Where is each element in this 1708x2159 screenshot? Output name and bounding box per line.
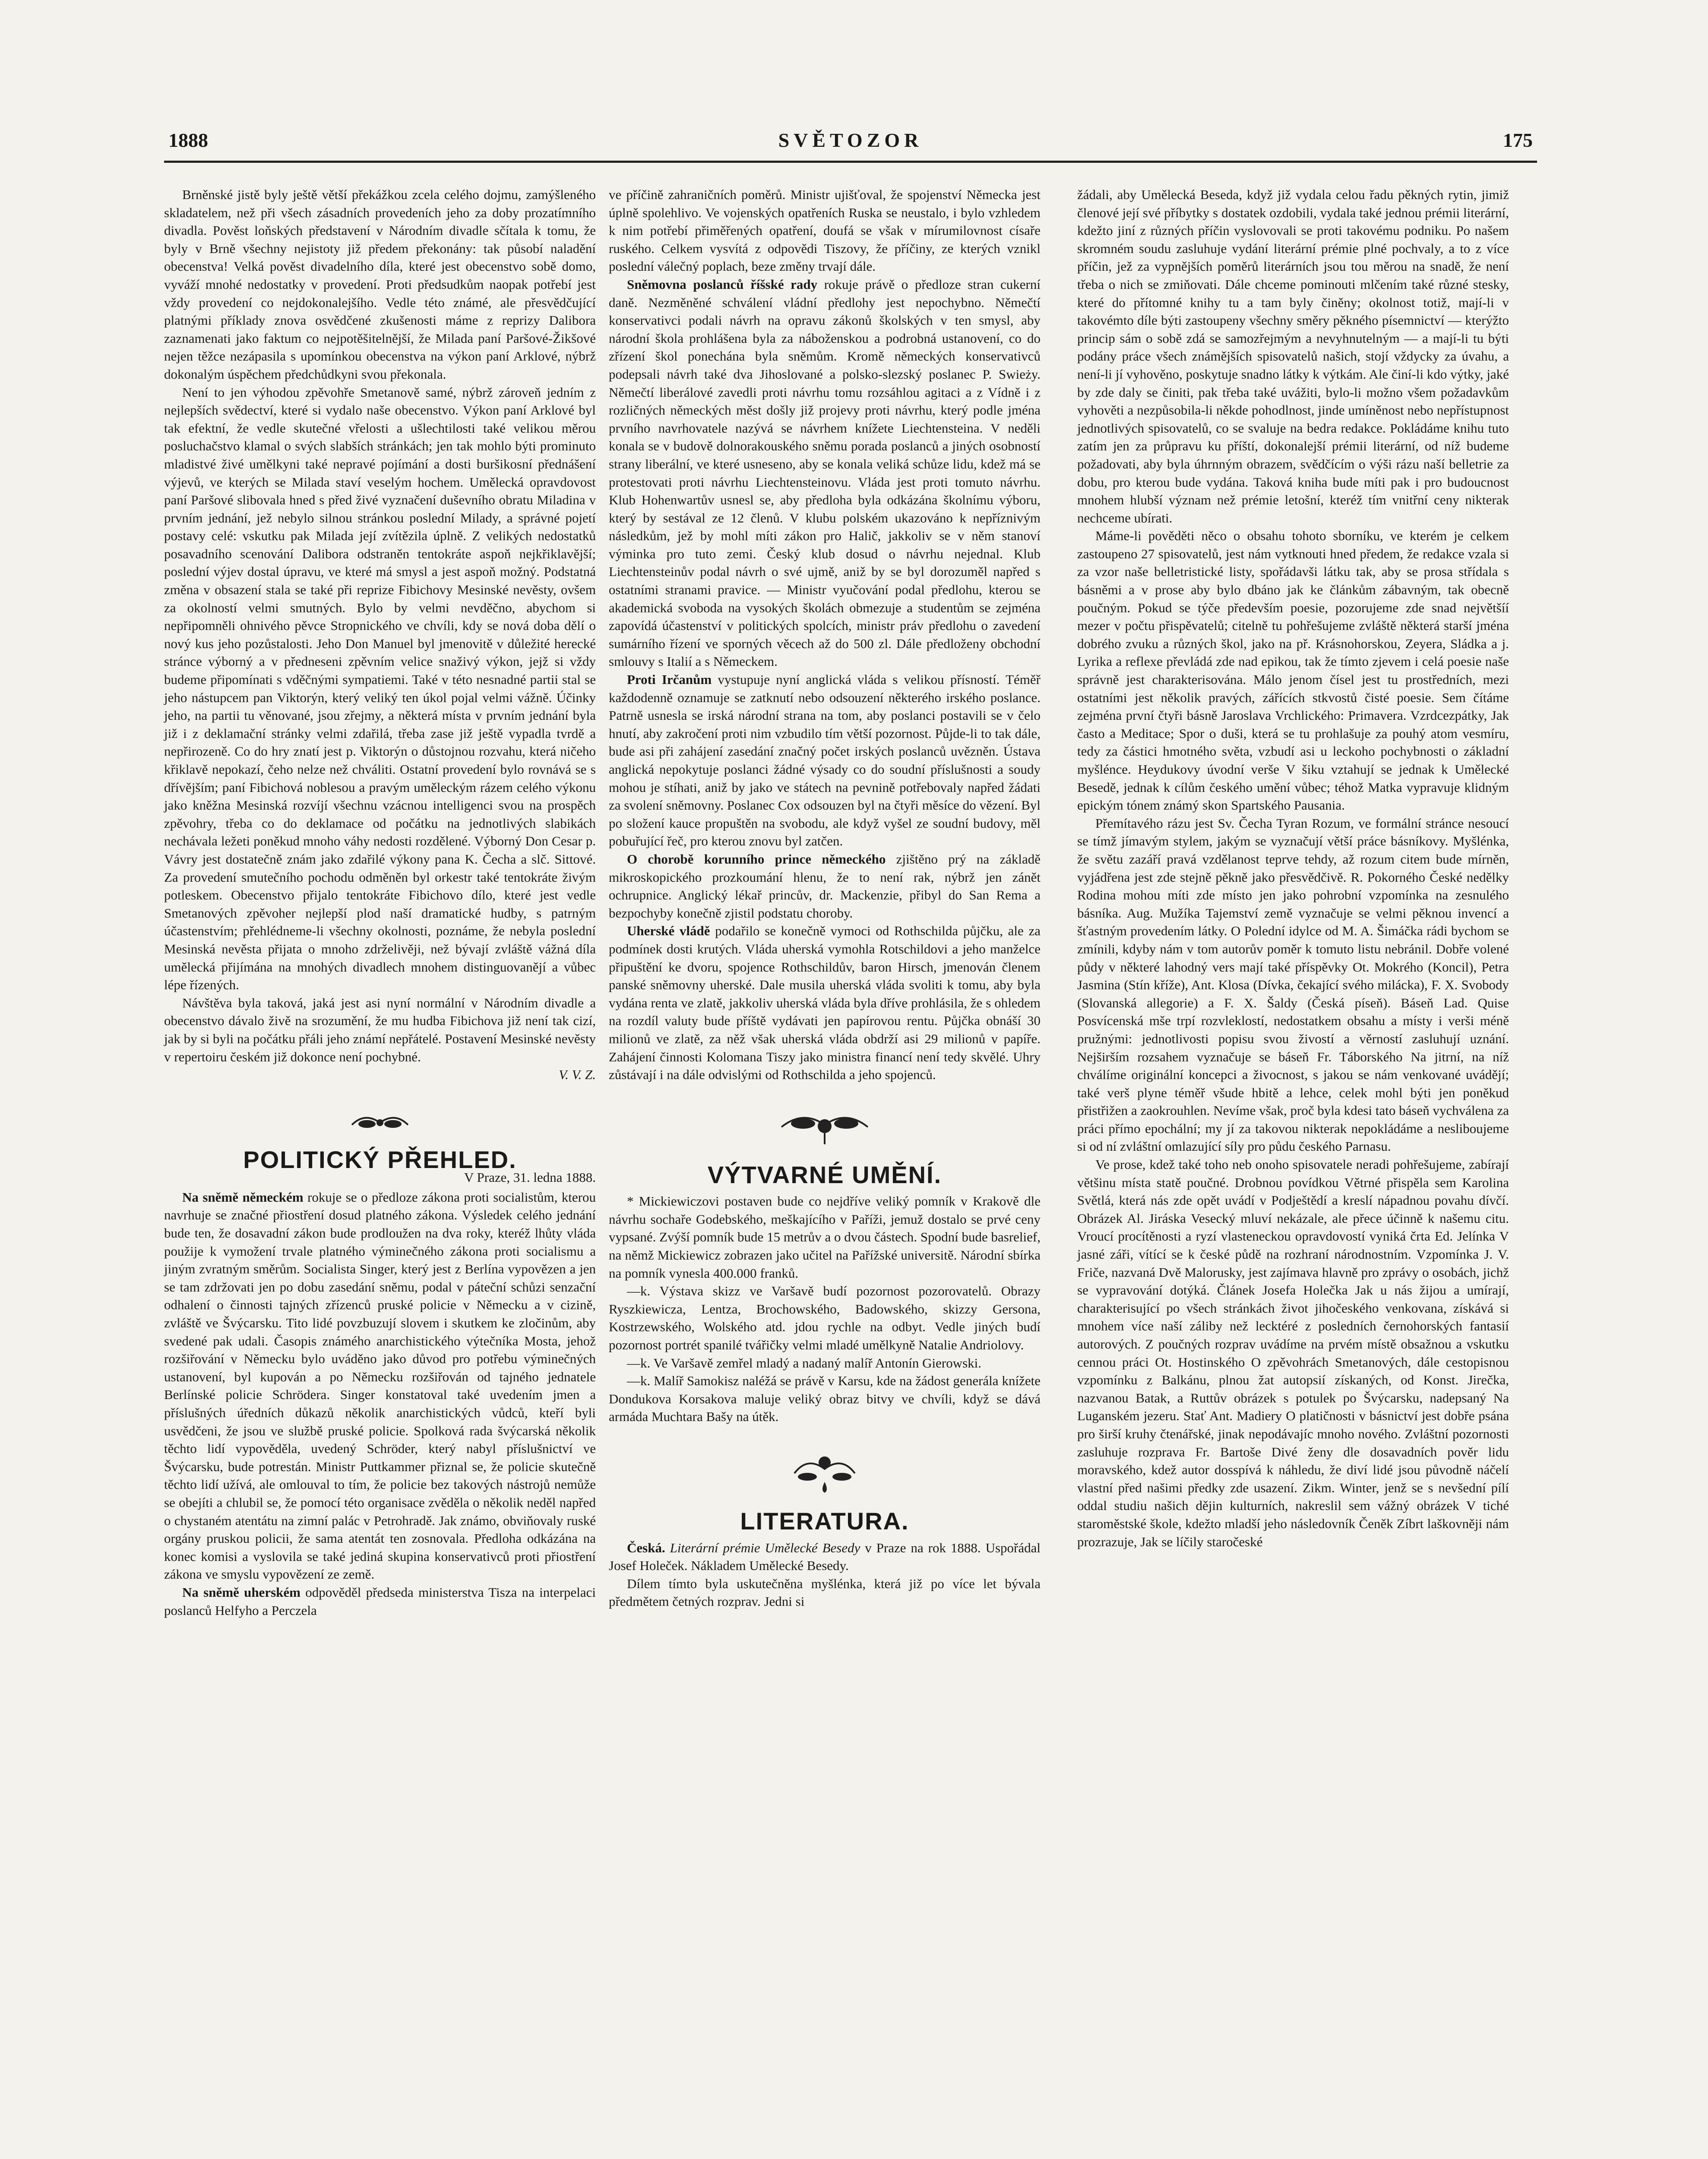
article-paragraph: ve příčině zahraničních poměrů. Ministr ujišťoval, že spojenství Německa jest úplně spolehlivo. Ve vojenských opatřeních Ruska se neustalo, i bylo vzhledem k nim potřebí přiměřených opatření, doufá se však v mírumilovnost císaře ruského. Celkem vysvítá z odpovědi Tiszovy, že příčiny, ze kterých vznikl poslední válečný poplach, beze změny trvají dále. bbox=[609, 187, 1041, 274]
lead-phrase: Na sněmě německém bbox=[182, 1189, 304, 1205]
politics-heading: POLITICKÝ PŘEHLED. bbox=[243, 1146, 517, 1173]
literature-heading: LITERATURA. bbox=[740, 1507, 909, 1535]
article-paragraph: Na sněmě uherském odpověděl předseda ministerstva Tisza na interpelaci poslanců Helfyho a Perczela bbox=[164, 1584, 596, 1618]
header-rule bbox=[164, 161, 1537, 163]
page-header bbox=[164, 125, 1537, 160]
column-left bbox=[164, 186, 596, 1619]
issue-year: 1888 bbox=[168, 129, 208, 151]
page-number: 175 bbox=[1503, 129, 1533, 151]
lead-phrase: Na sněmě uherském bbox=[182, 1584, 300, 1600]
scroll-ornament-icon bbox=[781, 1443, 868, 1495]
column-right bbox=[1077, 186, 1509, 1551]
article-paragraph: —k. Ve Varšavě zemřel mladý a nadaný malíř Antonín Gierowski. bbox=[627, 1355, 982, 1371]
article-paragraph: Uherské vládě podařilo se konečně vymoci od Rothschilda půjčku, ale za podmínek dosti krutých. Vláda uherská vymohla Rotschildovi a jeho manželce připuštění ke dvoru, spojence Rothschildův, baron Hirsch, jmenován členem panské sněmovny uherské. Dale musila uherská vláda svoliti k tomu, aby byla vydána renta ve zlatě, jakkoliv uherská vláda byla dříve prohlásila, že s ohledem na rozdíl valuty bude příště vydávati jen papírovou rentu. Půjčka obnáší 30 milionů ve zlatě, za něž však uherská vláda obdrží asi 29 milionů v papíře. Zahájení činnosti Kolomana Tiszy jako ministra financí není tedy skvělé. Uhry zůstávají i na dále odvislými od Rothschilda a jeho spojenců. bbox=[609, 923, 1041, 1083]
leaf-ornament-icon bbox=[348, 1108, 412, 1138]
article-paragraph: Není to jen výhodou zpěvohře Smetanově samé, nýbrž zároveň jedním z nejlepších svědectví, které si vydalo naše obecenstvo. Výkon paní Arklové byl tak efektní, že vedle skutečné vřelosti a ušlechtilosti také velikou měrou posluchačstvo klamal o svých slabších stránkách; jen tak mohlo býti prominuto mladistvé živé umělkyni také nepravé pojímání a dosti buršikosní přednášení výjevů, ve kterých se Milada staví veselým hochem. Umělecká opravdovost paní Paršové slibovala hned s před živé vyznačení duševního obratu Miladina v prvním jednání, jež nebylo silnou stránkou poslední Milady, a správné pojetí postavy celé: vskutku pak Milada její zvítězila úplně. Z velikých nedostatků posavadního scenování Dalibora odstraněn tentokráte aspoň nejkřiklavější; poslední výjev dostal úpravu, ve které má smysl a jest aspoň možný. Podstatná změna v obsazení stala se také při reprize Fibichovy Mesinské nevěsty, ovšem za okolností velmi smutných. Bylo by velmi nevděčno, abychom si nepřipomněli ohnivého pěvce Stropnického ve chvíli, kdy se nová doba dělí o nový kus jeho pozůstalosti. Jeho Don Manuel byl jmenovitě v důležité herecké stránce výborný a v předneseni zpěvním velice snaživý výkon, jejž si vždy budeme připomínati s vděčnými sympatiemi. Také v této nesnadné partii stal se jeho nástupcem pan Viktorýn, který veliký ten úkol pojal velmi vážně. Účinky jeho, na partii tu věnované, jsou zřejmy, a některá místa v prvním jednání byla již i z deklamační stránky velmi zdařilá, třeba zase již ještě vypadla tvrdě a nepřirozeně. Co do hry znatí jest p. Viktorýn o důstojnou rozvahu, která ničeho křiklavě nepokazí, čeho nelze než chváliti. Ostatní provedení bylo rovnává se s dřívějším; paní Fibichová noblesou a pravým uměleckým rázem celého výkonu jako kněžna Mesinská rozvíjí všechnu vzácnou intelligenci svou na prospěch zpěvohry, třeba co do deklamace od počátku na jednotlivých slabikách nechávala ležeti poněkud mnoho váhy nedosti rozdělené. Výborný Don Cesar p. Vávry jest dostatečně znám jako zdařilé výkony pana K. Čecha a slč. Sittové. Za provedení smutečního pochodu odměněn byl orkestr také tentokráte živým potleskem. Obecenstvo přijalo tentokráte Fibichovo dílo, které jest vedle Smetanových zpěvoher nejlepší plod naší dramatické hudby, s patrným účastenstvím; přehlédneme-li všechny okolnosti, poznáme, že nebyla poslední Mesinská nevěsta přijata o mnoho zdrželivěji, než bývají zvláště vážná díla umělecká přijímána na mnohých divadlech mnohem distinguovanějí a vůbec lépe řízených. bbox=[164, 384, 596, 993]
column-middle bbox=[609, 186, 1041, 1611]
article-paragraph: —k. Výstava skizz ve Varšavě budí pozornost pozorovatelů. Obrazy Ryszkiewicza, Lentza, Brochowského, Badowského, skizzy Gersona, Kostrzewského, Wolského atd. jdou rychle na odbyt. Vedle jiných budí pozornost portrét spanilé tvářičky velmi mladé umělkyně Natalie Andriolovy. bbox=[609, 1283, 1041, 1353]
article-paragraph: * Mickiewiczovi postaven bude co nejdříve veliký pomník v Krakově dle návrhu sochaře Godebského, meškajícího v Paříži, jemuž dostalo se prvé ceny vypsané. Zvýší pomník bude 15 metrův a o dvou částech. Spodní bude basrelief, na němž Mickiewicz zobrazen jako učitel na Pařížské universitě. Národní sbírka na pomník vynesla 400.000 franků. bbox=[609, 1193, 1041, 1281]
article-paragraph: Česká. Literární prémie Umělecké Besedy v Praze na rok 1888. Uspořádal Josef Holeček. Nákladem Umělecké Besedy. bbox=[609, 1540, 1041, 1573]
article-paragraph: —k. Malíř Samokisz naléžá se právě v Karsu, kde na žádost generála knížete Dondukova Korsakova maluje veliký obraz bitvy ve chvíli, když se dává armáda Muchtara Bašy na útěk. bbox=[609, 1373, 1041, 1425]
lead-phrase: Česká. bbox=[627, 1540, 665, 1555]
lead-phrase: Proti Irčanům bbox=[627, 672, 712, 687]
article-paragraph: Brněnské jistě byly ještě větší překážkou zcela celého dojmu, zamýšleného skladatelem, než při všech zásadních provedeních jeho za doby prozatímního divadla. Pověst loňských představení v Národním divadle sčítala k tomu, že byly v Brně všechny nejistoty již předem překonány: tak působí naladění obecenstva! Velká pověst divadelního díla, které jest obecenstvo sobě domo, vyváží mnohé nedostatky v provedení. Proti předsudkům naopak potřebí jest vždy provedení co nejdokonalejšího. Vedle této známé, ale přesvědčující platnými příklady znova osvědčené zkušenosti máme z reprizy Dalibora zaznamenati jako faktum co nejpotěšitelnější, že Milada paní Paršové-Žikšové nejen těžce nezápasila s upomínkou obecenstva na výkon paní Arklové, nýbrž dokonalým úspěchem předchůdkyni svou překonala. bbox=[164, 187, 596, 382]
article-paragraph: Dílem tímto byla uskutečněna myšlénka, která již po více let bývala předmětem četných rozprav. Jedni si bbox=[609, 1576, 1041, 1609]
book-title: Literární prémie Umělecké Besedy bbox=[665, 1540, 860, 1555]
article-paragraph: Máme-li pověděti něco o obsahu tohoto sborníku, ve kterém je celkem zastoupeno 27 spisovatelů, jest nám vytknouti hned předem, že redakce vzala si za vzor naše belletristické listy, spořádavši látku tak, aby se prosa střídala s básněmi a v prose aby bylo dbáno jak ke článkům zábavným, tak obecně poučným. Pokud se týče především poesie, pozorujeme zde snad největšíí mezer v počtu přispěvatelů; citelně tu pohřešujeme zvláště některá starší jména dobrého zvuku a různých škol, jako na př. Krásnohorskou, Zeyera, Sládka a j. Lyrika a reflexe převládá zde nad epikou, tak že tímto zjevem i celá poesie naše správně jest charakterisována. Málo jenom čísel jest tu prostředních, mezi ostatními jest několik pravých, zářících stkvostů čisté poesie. Sem čítáme zejména první čtyři básně Jaroslava Vrchlického: Primavera. Vzrdcezpátky, Jak často a Meditace; Spor o duši, která se tu prohlašuje za pouhý atom vesmíru, tedy za částici hmotného světa, vzbudí asi u leckoho pochybnosti o základní myšlénce. Heydukovy úvodní verše V šiku vztahují se jednak k Umělecké Besedě, jednak k cílům českého umění vůbec; téhož Matka vypravuje klidným epickým tónem známý skon Spartského Pausania. bbox=[1077, 528, 1509, 813]
article-paragraph: Ve prose, kdež také toho neb onoho spisovatele neradi pohřešujeme, zabírají většinu místa statě poučné. Drobnou povídkou Větrné přispěla sem Karolina Světlá, která nás zde opět uvádí v Podještědí a kreslí nápadnou povahu dívčí. Obrázek Al. Jiráska Vesecký mluví nekázale, ale přece účinně k našemu citu. Vroucí procítěnosti a ryzí vlasteneckou opravdovostí vyniká črta Ed. Jelínka V jasné záři, vítící se k české půdě na rozhraní národnostním. Vzpomínka J. V. Friče, nazvaná Dvě Malorusky, jest zajímava hlavně pro zprávy o osobách, jichž se vypravování dotýká. Článek Josefa Holečka Jak u nás žijou a umírají, charakterisující po všech stránkách život jihočeského venkovana, získává si mnohem více naší záliby než lecktéré z posledních černohorských fantasií autorových. Z poučných rozprav uvádíme na prvém místě obsažnou a vskutku cennou práci Ot. Hostinského O zpěvohrách Smetanových, dále cestopisnou vzpomínku z Balkánu, plnou žat autopsií získaných, od Konst. Jirečka, nazvanou Batak, a Ruttův obrázek s potulek po Švýcarsku, nadepsaný Na Luganském jezeru. Stať Ant. Madiery O platičnosti v básnictví jest dobře psána pro širší kruhy čtenářské, jinak nepodávajíc mnoho nového. Zvláštní pozornosti zasluhuje rozprava Fr. Bartoše Divé ženy dle dosavadních pověr lidu moravského, kdež autor dosspívá k náhledu, že diví lidé jsou původně náčelí vlastní před našimi předky zde usazení. Zikm. Winter, jenž se s nevšední pílí oddal studiu našich dějin kulturních, nakreslil sem vážný obrázek V tiché staroměstské škole, kdežto mladší jeho následovník Čeněk Zíbrt laškovněji nám prozrazuje, Jak se líčily staročeské bbox=[1077, 1157, 1509, 1549]
article-paragraph: Na sněmě německém rokuje se o předloze zákona proti socialistům, kterou navrhuje se značné přiostření dosud platného zákona. Výsledek celého jednání bude ten, že dosavadní zákon bude prodloužen na dva roky, kteréž lhůty vláda použije k vymožení trvale platného výminečného zákona proti socialismu a jiným zvratným směrům. Socialista Singer, který jest z Berlína vypovězen a jen se tam zdržovati jen po dobu zasedání sněmu, podal v páteční schůzi senzační odhalení o činnosti tajných zřízenců pruské policie v Německu a v cizině, zvláště ve Švýcarsku. Tito lidé povzbuzují slovem i skutkem ke zločinům, aby svedené pak udali. Časopis známého anarchistického výtečníka Mosta, jehož rozšiřování v Německu bylo uváděno jako důvod pro potřebu výminečných ustanovení, byl kupován a po Německu rozšiřován od tajného jednatele Berlínské policie Schrödera. Singer konstatoval také uvedením jmen a příslušných úředních důkazů několik anarchistických vůdců, kteří byli usvědčeni, že jsou ve službě pruské policie. Spolková rada švýcarská několik těchto lidí vypověděla, uvedený Schröder, který nabyl příslušnictví ve Švýcarsku, bude potrestán. Ministr Puttkammer přiznal se, že policie skutečně těchto lidí užívá, ale omlouval to tím, že policie bez takových nástrojů nemůže se obejíti a chlubil se, že pomocí této organisace zvěděla o několik neděl napřed o chystaném atentátu na zimní palác v Petrohradě. Jak známo, obviňovaly ruské orgány pruskou policii, že sama atentát ten zosnovala. Předloha odkázána na konec komisi a vyslovila se také jediná skupina konservativců proti přiostření zákona ve smyslu vypovězení ze země. bbox=[164, 1189, 596, 1582]
article-paragraph: žádali, aby Umělecká Beseda, když již vydala celou řadu pěkných rytin, jimiž členové její své příbytky s dostatek ozdobili, vydala také jednou prémii literární, kdežto jiní z různých příčin vyslovovali se proti takovému podniku. Po našem skromném soudu zasluhuje vydání literární prémie plné pochvaly, a to z více příčin, jež za vypnějších poměrů literárních jsou tou měrou na snadě, že není třeba o nich se zmiňovati. Dále chceme pominouti mlčením také různé stesky, které do přítomné knihy tu a tam byly činěny; okolnost totiž, mají-li v takovémto díle býti zastoupeny všechny směry pěkného písemnictví — kterýžto princip sám o sobě zdá se samozřejmým a nevyhnutelným — a mají-li tu býti podány práce všech známějších spisovatelů našich, stojí vždycky za úvahu, a není-li jí vyhověno, poskytuje snadno látky k výtkám. Ale činí-li kdo výtky, jaké by zde daly se činiti, pak třeba také uvážiti, bylo-li možno všem požadavkům vyhověti a nezpůsobila-li někde pohodlnost, jinde umíněnost nebo nepřístupnost jednotlivých spisovatelů, co se svaluje na bedra redakce. Pokládáme knihu tuto zatím jen za průpravu ku příští, dokonalejší prémii literární, od níž budeme požadovati, aby byla úhrnným obrazem, svědčícím o výši rázu naší belletrie za dobu, pro kterou bude vydána. Taková kniha bude míti pak i pro budoucnost mnohem hlubší význam než prémie letošní, kteréž tím vnitřní ceny nikterak nechceme ubírati. bbox=[1077, 187, 1509, 526]
masthead-title: SVĚTOZOR bbox=[778, 129, 923, 151]
article-paragraph: Přemítavého rázu jest Sv. Čecha Tyran Rozum, ve formální stránce nesoucí se tímž jímavým stylem, jakým se vyznačují větší práce básníkovy. Myšlénka, že světu zazáří pravá vzdělanost teprve tehdy, až rozum citem bude mírněn, vyjádřena jest zde stejně pěkně jako přesvědčivě. R. Pokorného České nedělky Rodina mohou míti zde místo jen jako pohrobní vzpomínka na zesnulého básníka. Aug. Mužíka Tajemství země vyznačuje se velmi pěknou invencí a šťastným provedením látky. O Polední idylce od M. A. Šimáčka rádi bychom se zmínili, kdyby nám v tom autorův poměr k tomuto listu nebránil. Dobře volené půdy v některé lahodný vers mají také příspěvky Ot. Mokrého (Koncil), Petra Jasmina (Stín kříže), Ant. Klosa (Dívka, čekající svého milácka), F. X. Svobody (Slovanská allegorie) a F. X. Šaldy (Česká píseň). Báseň Lad. Quise Posvícenská mše trpí rozvleklostí, nedostatkem obsahu a místy i verši méně pružnými: jednotlivosti popisu svou živostí a věrností zasluhují uznání. Nejširším rozsahem vyznačuje se báseň Fr. Táborského Na jitrní, na níž chválíme originální koncepci a živocnost, s jakou se nám venkované uvádějí; také verš plyne téměř všude hbitě a lehce, celek mohl býti jen poněkud přistřižen a zaokrouhlen. Nevíme však, proč byla kdesi tato báseň vychválena za práci přímo epochální; my jí za takovou nikterak nepokládáme a nesliboujeme si od ní zvláštní omlazující síly pro půdu českého Parnasu. bbox=[1077, 815, 1509, 1154]
floral-ornament-icon bbox=[773, 1101, 876, 1149]
lead-phrase: Uherské vládě bbox=[627, 923, 710, 939]
article-paragraph: Návštěva byla taková, jaká jest asi nyní normální v Národním divadle a obecenstvo dávalo živě na srozumění, že mu hudba Fibichova již není tak cizí, jak by si byli na počátku přáli jeho známí nepřátelé. Postavení Mesinské nevěsty v repertoiru českém již dokonce není pochybné. bbox=[164, 995, 596, 1064]
lead-phrase: Sněmovna poslanců říšské rady bbox=[627, 276, 818, 292]
politics-dateline: V Praze, 31. ledna 1888. bbox=[464, 1170, 596, 1185]
author-signature: V. V. Z. bbox=[559, 1067, 596, 1083]
article-paragraph: O chorobě korunního prince německého zjištěno prý na základě mikroskopického prozkoumání hlenu, že to není rak, nýbrž jen zánět ochrupnice. Anglický lékař princův, dr. Mackenzie, přibyl do San Rema a bezpochyby konečně zjistil podstatu choroby. bbox=[609, 851, 1041, 921]
article-paragraph: Proti Irčanům vystupuje nyní anglická vláda s velikou přísností. Téměř každodenně oznamuje se zatknutí nebo odsouzení některého irského poslance. Patrně usnesla se irská národní strana na tom, aby poslanci postavili se v čelo hnutí, aby zakročení proti nim vzbudilo tím větší pozornost. Půjde-li to tak dále, bude asi při zahájení zasedání značný počet irských poslanců uvězněn. Ústava anglická nepokytuje poslanci žádné výsady co do soudní příslušnosti a soudy mohou je stíhati, aniž by jako ve státech na pevnině potřebovaly napřed žádati za svolení sněmovny. Poslanec Cox odsouzen byl na čtyři měsíce do vězení. Byl po složení kauce propuštěn na svobodu, ale když vyšel ze soudní budovy, měl pobuřující řeč, pro kterou znovu byl zatčen. bbox=[609, 672, 1041, 849]
fine-arts-heading: VÝTVARNÉ UMĚNÍ. bbox=[707, 1161, 942, 1188]
lead-phrase: O chorobě korunního prince německého bbox=[627, 851, 886, 867]
article-paragraph: Sněmovna poslanců říšské rady rokuje právě o předloze stran cukerní daně. Nezměněné schválení vládní předlohy jest nepochybno. Němečtí konservativci podali návrh na opravu zákonů školských v ten smysl, aby národní škola prohlášena byla za náboženskou a podrobná ustanovení, co do zřízení škol ponechána byla sněmům. Kromě německých konservativců podepsali návrh také dva Jihoslované a polsko-slezský poslanec P. Swieży. Němečtí liberálové zavedli proti návrhu tomu rozsáhlou agitaci a z Vídně i z rozličných německých měst došly již projevy proti návrhu, který podle jména prvního navrhovatele nazývá se návrhem knížete Liechtensteina. V neděli konala se v budově dolnorakouského sněmu porada poslanců a jiných osobností strany liberální, ve které usneseno, aby se konala veliká schůze lidu, kdež má se protestovati proti návrhu Liechtensteinovu. Vláda jest proti tomuto návrhu. Klub Hohenwartův usnesl se, aby předloha byla odkázána školnímu výboru, který by sestával ze 12 členů. V klubu polském ukazováno k nepříznivým následkům, jež by mohl míti zákon pro Halič, jakkoliv se v něm stanoví výminka pro tuto zemi. Český klub dosud o návrhu nejednal. Klub Liechtensteinův podal návrh o své ujmě, aniž by se byl dorozuměl napřed s ostatními stranami pravice. — Ministr vyučování podal předlohu, kterou se akademická svoboda na vysokých školách obmezuje a studentům se zejména zapovídá účastenství v politických spolcích, ministr práv předlohu o zavedení sumárního řízení ve sporných věcech až do 500 zl. Dále předloženy obchodní smlouvy s Italií a s Německem. bbox=[609, 276, 1041, 669]
